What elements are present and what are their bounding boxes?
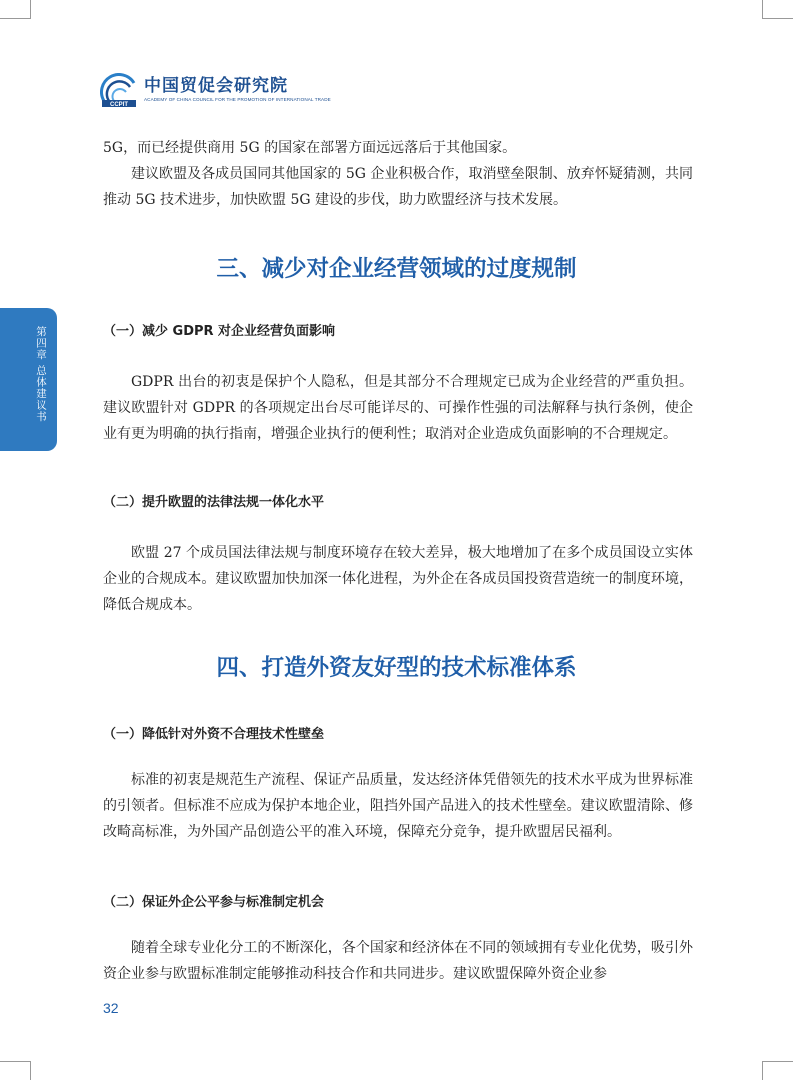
section-4-sub1-heading: （一）降低针对外资不合理技术性壁垒: [103, 727, 325, 742]
org-subtitle: ACADEMY OF CHINA COUNCIL FOR THE PROMOTION OF INTERNATIONAL TRADE: [144, 97, 331, 102]
section-4-heading: 四、打造外资友好型的技术标准体系: [216, 655, 577, 681]
page-number: 32: [103, 1000, 119, 1016]
section-4-sub2-paragraph: 随着全球专业化分工的不断深化，各个国家和经济体在不同的领域拥有专业化优势，吸引外资企业参与欧盟标准制定能够推动科技合作和共同进步。建议欧盟保障外资企业参: [103, 940, 693, 982]
section-3-sub2-paragraph: 欧盟 27 个成员国法律法规与制度环境存在较大差异，极大地增加了在多个成员国设立实体企业的合规成本。建议欧盟加快加深一体化进程，为外企在各成员国投资营造统一的制度环境，降低合规成本。: [103, 545, 693, 613]
section-4-sub2-heading: （二）保证外企公平参与标准制定机会: [103, 895, 325, 910]
section-3-heading: 三、减少对企业经营领域的过度规制: [216, 256, 577, 282]
crop-mark-top-left: [0, 0, 31, 19]
ccpit-logo-icon: [100, 73, 140, 107]
section-3-sub1-heading: （一）减少 GDPR 对企业经营负面影响: [103, 324, 336, 339]
intro-paragraph-continued: 5G，而已经提供商用 5G 的国家在部署方面远远落后于其他国家。: [103, 140, 517, 156]
crop-mark-bottom-left: [0, 1061, 31, 1080]
logo-text: CCPIT: [110, 102, 128, 107]
section-3-sub1-paragraph: GDPR 出台的初衷是保护个人隐私，但是其部分不合理规定已成为企业经营的严重负担。建议欧盟针对 GDPR 的各项规定出台尽可能详尽的、可操作性强的司法解释与执行条例，使企业有更为明确的执行指南，增强企业执行的便利性；取消对企业造成负面影响的不合理规定。: [103, 374, 693, 442]
chapter-tab-label: 第四章 总体建议书: [35, 326, 47, 423]
org-name: 中国贸促会研究院: [144, 76, 288, 96]
section-3-sub2-heading: （二）提升欧盟的法律法规一体化水平: [103, 495, 325, 510]
crop-mark-bottom-right: [762, 1061, 793, 1080]
crop-mark-top-right: [762, 0, 793, 19]
intro-paragraph-5g: 建议欧盟及各成员国同其他国家的 5G 企业积极合作，取消壁垒限制、放弃怀疑猜测，共同推动 5G 技术进步，加快欧盟 5G 建设的步伐，助力欧盟经济与技术发展。: [103, 166, 693, 208]
page-header: [100, 72, 331, 108]
section-4-sub1-paragraph: 标准的初衷是规范生产流程、保证产品质量，发达经济体凭借领先的技术水平成为世界标准的引领者。但标准不应成为保护本地企业，阻挡外国产品进入的技术性壁垒。建议欧盟清除、修改畸高标准，为外国产品创造公平的准入环境，保障充分竞争，提升欧盟居民福利。: [103, 772, 693, 840]
chapter-side-tab: [0, 308, 57, 451]
